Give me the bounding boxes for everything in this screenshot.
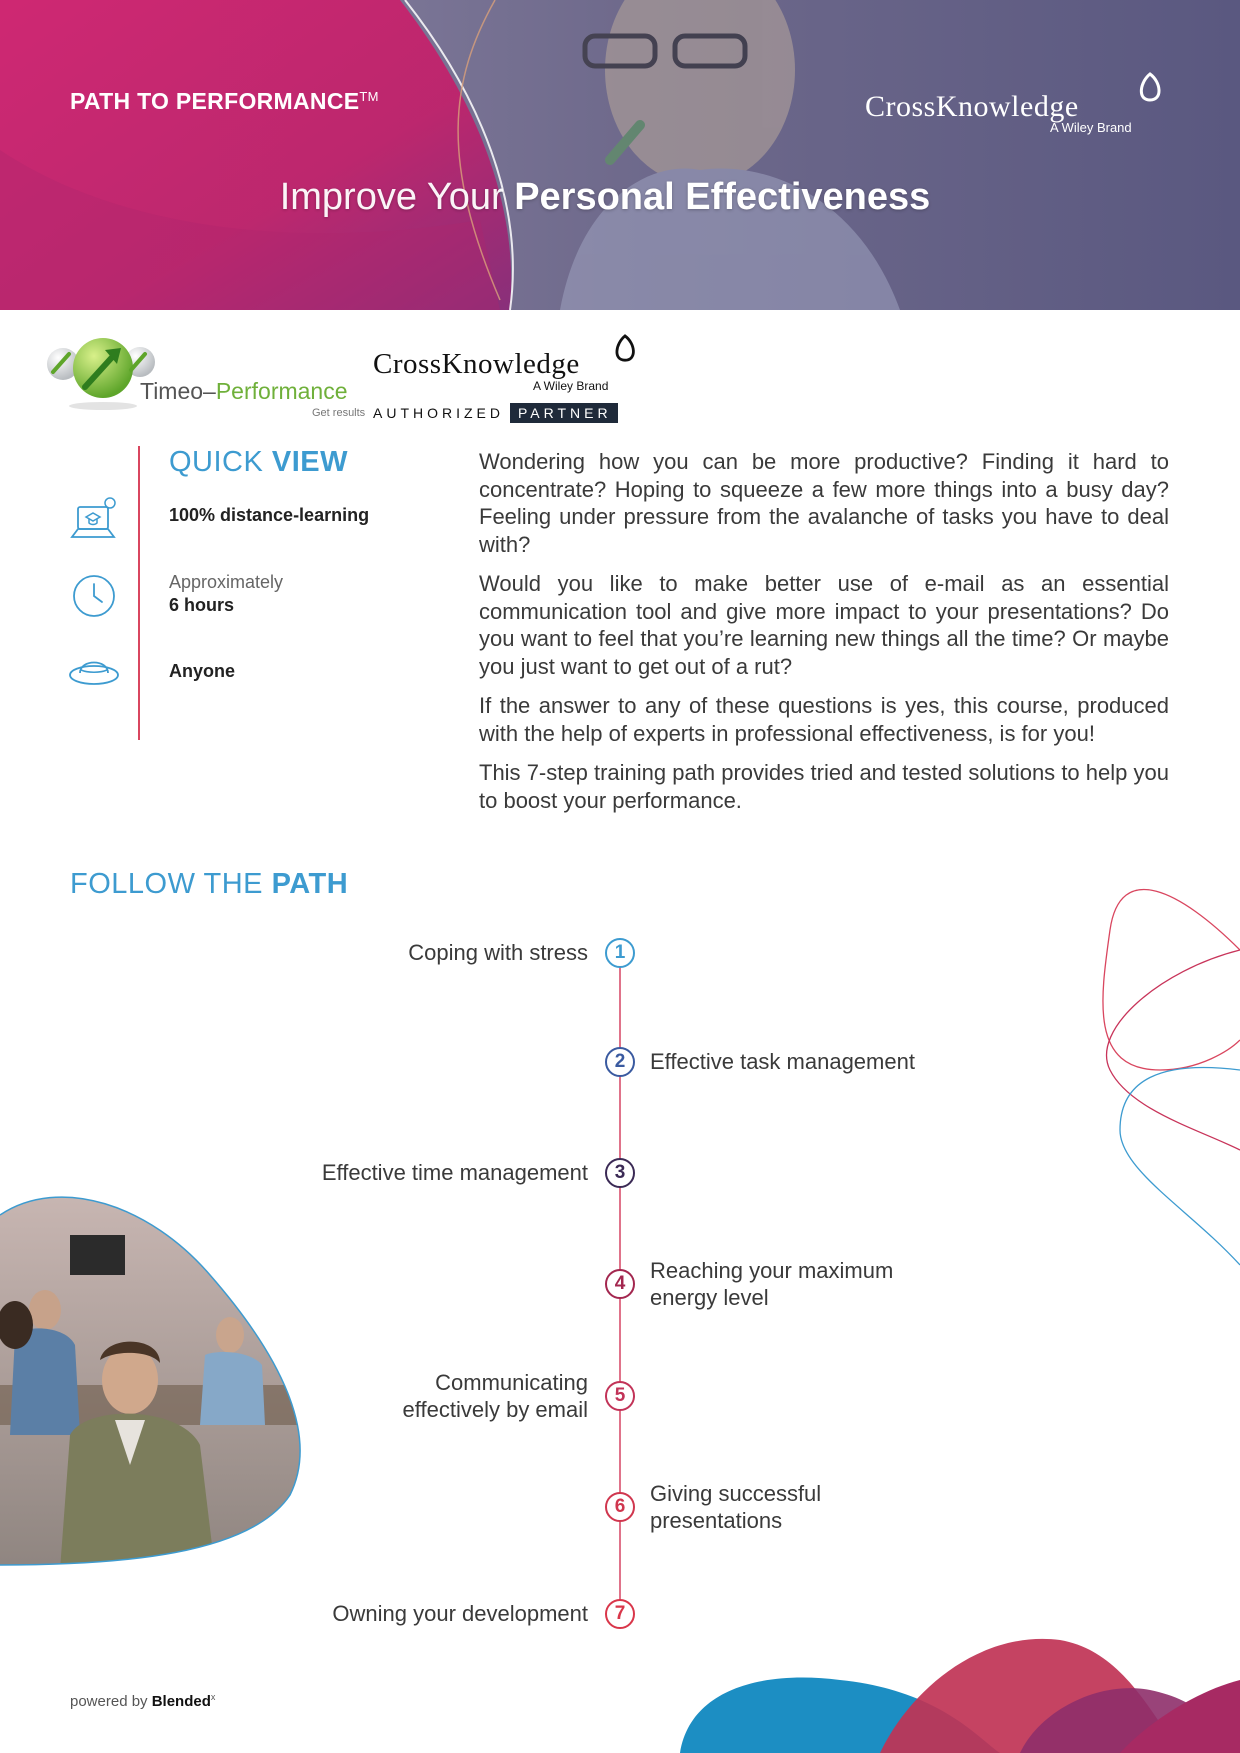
crossknowledge-mark-icon	[1135, 72, 1165, 104]
hero-kicker: PATH TO PERFORMANCE™	[70, 88, 379, 114]
step-label-5: Communicating effectively by email	[402, 1370, 588, 1422]
authorized-text: AUTHORIZED	[373, 404, 504, 421]
step-label-2: Effective task management	[650, 1049, 915, 1074]
quick-view-divider	[138, 446, 140, 740]
powered-by: powered by Blended$^x$	[70, 1692, 216, 1710]
hero-background	[0, 0, 1240, 310]
step-number-7: 7	[605, 1599, 635, 1629]
laptop-graduation-icon	[66, 493, 122, 549]
wiley-brand-text: A Wiley Brand	[1050, 120, 1132, 135]
step-number-6: 6	[605, 1492, 635, 1522]
quick-view-format: 100% distance-learning	[169, 505, 370, 525]
authorized-partner-row	[373, 402, 618, 423]
intro-paragraph-1: Wondering how you can be more productive? Finding it hard to concentrate? Hoping to squeeze a few more things into a busy day? Feeling under pressure from the avalanche of tasks you have to deal with?	[479, 449, 1169, 557]
follow-the-path-title: FOLLOW THE PATH	[70, 868, 349, 900]
timeo-performance-logo	[45, 332, 366, 422]
timeo-tagline: Get results	[312, 407, 366, 419]
partner-wordmark: CrossKnowledge	[373, 348, 580, 380]
decorative-loops	[1060, 870, 1240, 1270]
step-number-3: 3	[605, 1158, 635, 1188]
hat-icon	[66, 643, 122, 699]
quick-view-duration: Approximately 6 hours	[169, 572, 284, 615]
partner-mark-icon	[611, 334, 639, 364]
step-label-3: Effective time management	[321, 1160, 588, 1185]
partner-badge: PARTNER	[510, 403, 618, 423]
step-label-7: Owning your development	[332, 1601, 588, 1626]
step-label-1: Coping with stress	[408, 940, 588, 965]
intro-paragraph-3: If the answer to any of these questions is yes, this course, produced with the help of experts in professional effectiveness, is for you!	[479, 693, 1169, 746]
hero-title: Improve Your Personal Effectiveness	[279, 176, 931, 218]
step-number-4: 4	[605, 1269, 635, 1299]
step-number-1: 1	[605, 938, 635, 968]
intro-paragraph-2: Would you like to make better use of e-mail as an essential communication tool and give more impact to your presentations? Do you want to feel that you’re learning new things all the time? Or maybe you just want to get out of a rut?	[479, 571, 1169, 679]
partner-wiley-text: A Wiley Brand	[533, 379, 609, 393]
quick-view-title: QUICK VIEW	[169, 446, 349, 478]
intro-paragraph-4: This 7-step training path provides tried and tested solutions to help you to boost your performance.	[479, 760, 1169, 813]
crossknowledge-logo-hero	[865, 88, 1165, 148]
clock-icon	[66, 568, 122, 624]
hero-banner	[0, 0, 1240, 310]
step-label-6: Giving successful presentations	[650, 1481, 822, 1533]
step-number-2: 2	[605, 1047, 635, 1077]
footer-swooshes	[680, 1630, 1240, 1753]
timeo-wordmark: Timeo–Performance	[140, 378, 348, 404]
intro-text	[479, 448, 1169, 826]
quick-view-audience: Anyone	[169, 661, 236, 681]
crossknowledge-wordmark: CrossKnowledge	[865, 90, 1079, 123]
step-number-5: 5	[605, 1381, 635, 1411]
crossknowledge-partner-logo	[373, 332, 643, 424]
step-label-4: Reaching your maximum energy level	[650, 1258, 894, 1310]
